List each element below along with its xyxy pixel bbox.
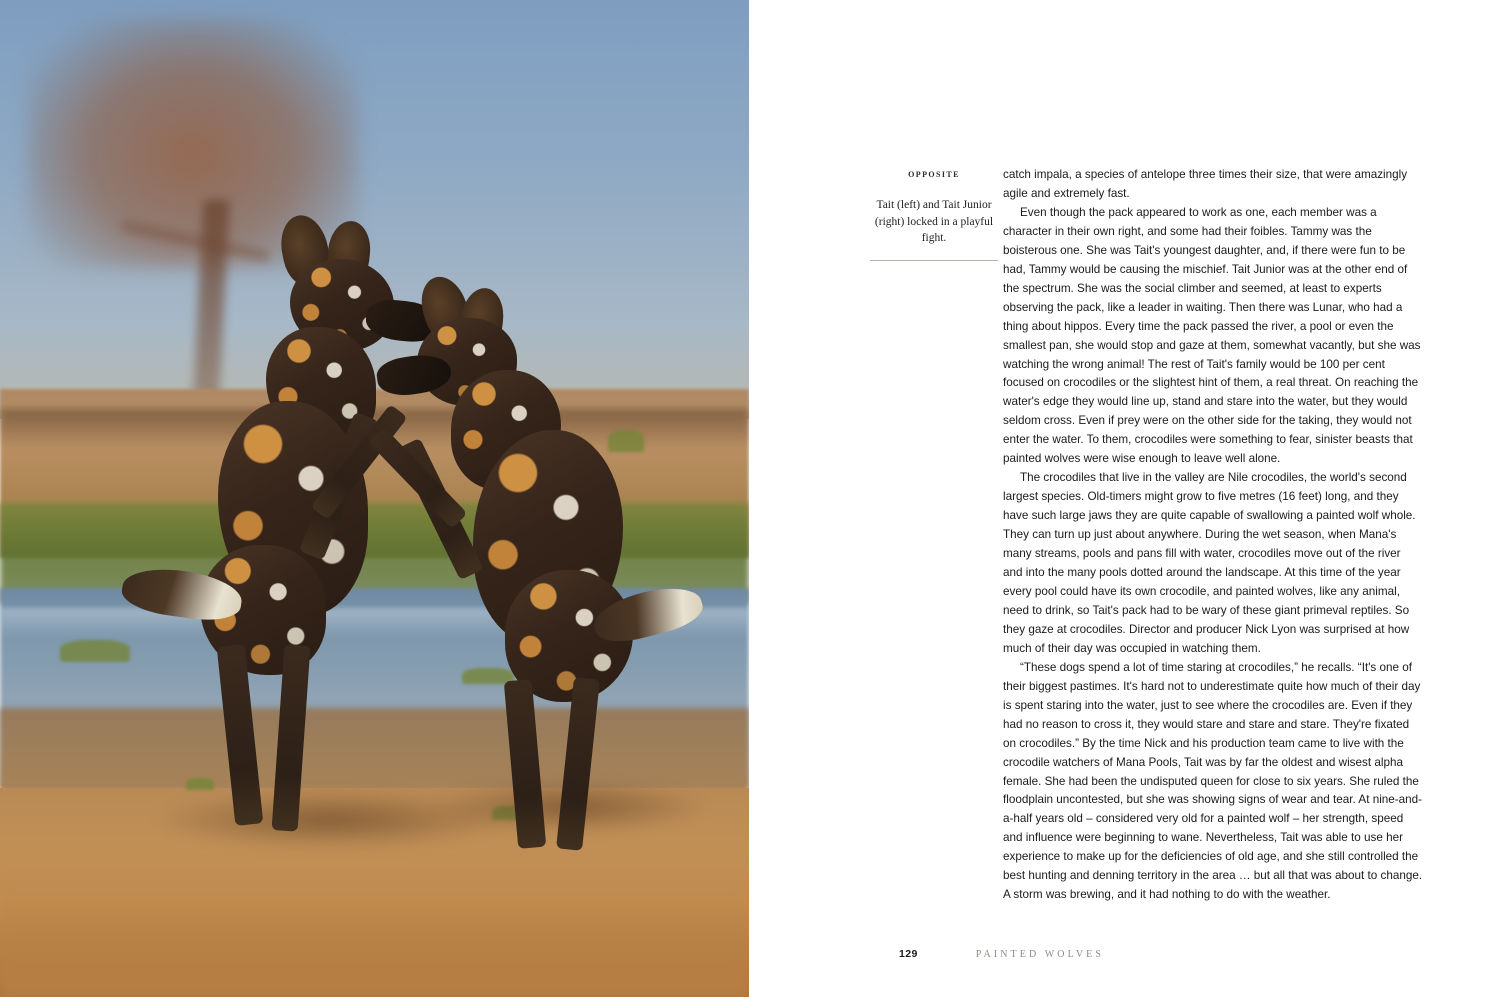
body-text-column [1003,166,1423,905]
caption-kicker: OPPOSITE [908,170,960,179]
body-paragraph: Even though the pack appeared to work as one, each member was a character in their own right, and some had their foibles. Tammy was the boisterous one. She was Tait's youngest daughter, and, if there were fun to be had, Tammy would be causing the mischief. Tait Junior was at the other end of the spectrum. She was the social climber and seemed, at least to experts observing the pack, like a leader in waiting. Then there was Lunar, who had a thing about hippos. Every time the pack passed the river, a pool or even the smallest pan, she would stop and gaze at them, somewhat vacantly, but she was watching the wrong animal! The rest of Tait's family would be 100 per cent focused on crocodiles or the slightest hint of them, a real threat. On reaching the water's edge they would line up, stand and stare into the water, but they would seldom cross. Even if prey were on the other side for the taking, they would not enter the water. To them, crocodiles were something to fear, sinister beasts that painted wolves were wise enough to leave well alone. [1003,205,1421,466]
painted-wolves-photograph [0,0,749,997]
foreground-blur [0,877,749,997]
caption-text: Tait (left) and Tait Junior (right) locked in a playful fight. [874,199,994,245]
photo-page [0,0,749,997]
wolf-hindleg [556,677,600,851]
wolf-hindleg [504,679,547,849]
body-paragraph: “These dogs spend a lot of time staring at crocodiles,” he recalls. “It's one of their biggest pastimes. It's hard not to underestimate quite how much of their day is spent staring into the water, just to see where the crocodiles are. Even if they had no reason to cross it, they would stare and stare and stare. They're fixated on crocodiles.” By the time Nick and his production team came to live with the crocodile watchers of Mana Pools, Tait was by far the oldest and wisest alpha female. She had been the undisputed queen for close to six years. She ruled the floodplain uncontested, but she was showing signs of wear and tear. At nine-and-a-half years old – considered very old for a painted wolf – her strength, speed and influence were beginning to wane. Nevertheless, Tait was able to use her experience to make up for the deficiencies of old age, and she still controlled the best hunting and denning territory in the area … but all that was about to change. A storm was brewing, and it had nothing to do with the weather. [1003,660,1423,902]
body-paragraph: The crocodiles that live in the valley are Nile crocodiles, the world's second largest species. Old-timers might grow to five metres (16 feet) long, and they have such large jaws they are quite capable of swallowing a painted wolf whole. They can turn up just about anywhere. During the wet season, when Mana's many streams, pools and pans fill with water, crocodiles move out of the river and into the many pools dotted around the landscape. At this time of the year every pool could have its own crocodile, and painted wolves, like any animal, need to drink, so Tait's pack had to be wary of these giant primeval reptiles. So they gaze at crocodiles. Director and producer Nick Lyon was surprised at how much of their day was occupied in watching them. [1003,471,1416,655]
page-number: 129 [899,948,918,960]
text-page [749,0,1500,997]
running-head: PAINTED WOLVES [975,949,1105,960]
grass-tuft [60,640,130,662]
body-paragraph: catch impala, a species of antelope three times their size, that were amazingly agile and extremely fast. [1003,168,1408,200]
painted-wolf-tait-junior [355,240,645,840]
figure-caption [868,170,1000,261]
page-footer [899,948,1104,960]
caption-divider [870,260,998,261]
